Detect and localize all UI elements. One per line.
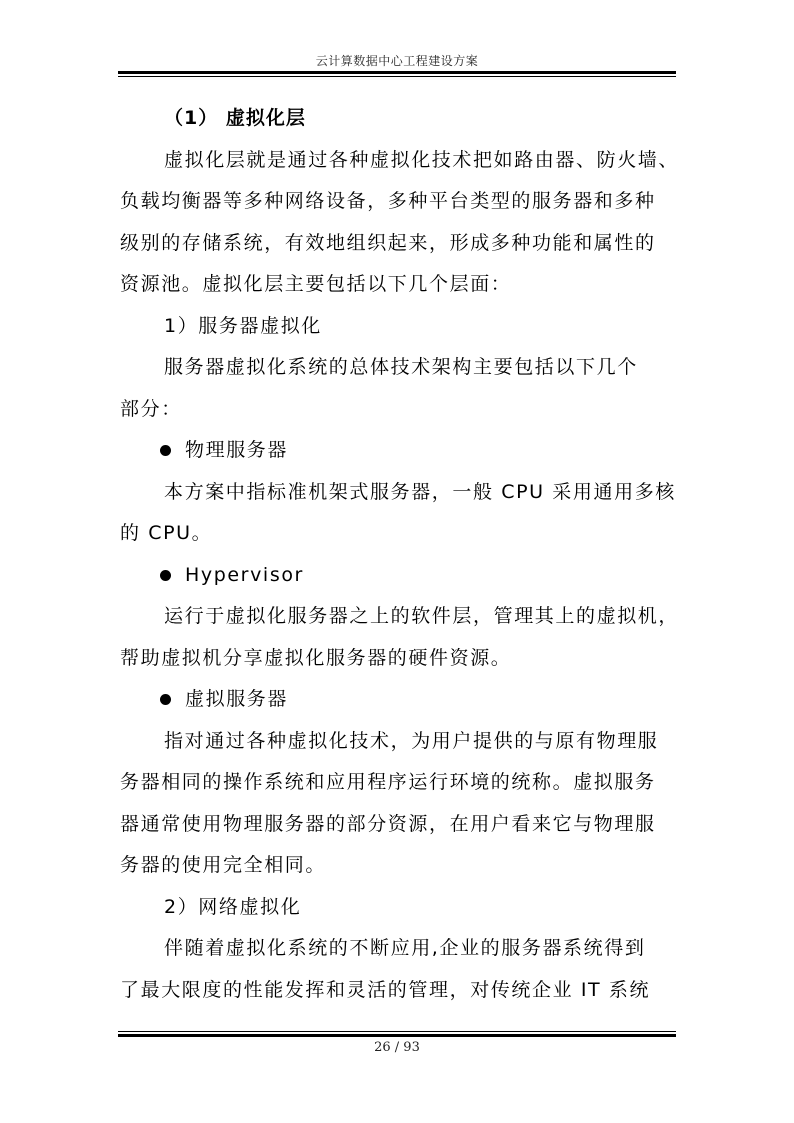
document-body (120, 98, 682, 1011)
bullet-label: 物理服务器 (185, 439, 289, 461)
page-header-title: 云计算数据中心工程建设方案 (315, 54, 479, 68)
bullet-label: Hypervisor (185, 563, 304, 586)
bullet-text: 指对通过各种虚拟化技术，为用户提供的与原有物理服 (164, 729, 659, 752)
server-virtualization-heading: 1）服务器虚拟化 (164, 314, 322, 337)
server-virtualization-desc: 服务器虚拟化系统的总体技术架构主要包括以下几个 (164, 356, 638, 378)
footer-rule-thick (118, 1034, 676, 1037)
intro-line: 资源池。虚拟化层主要包括以下几个层面： (120, 273, 512, 295)
bullet-text: 务器的使用完全相同。 (120, 854, 327, 876)
bullet-dot-icon (160, 445, 171, 456)
bullet-text: 器通常使用物理服务器的部分资源，在用户看来它与物理服 (120, 812, 656, 835)
page-number: 26 / 93 (374, 1040, 420, 1055)
bullet-text: 运行于虚拟化服务器之上的软件层，管理其上的虚拟机， (164, 605, 680, 627)
footer-rule-thin (118, 1031, 676, 1032)
bullet-label: 虚拟服务器 (185, 688, 289, 710)
bullet-text: 务器相同的操作系统和应用程序运行环境的统称。虚拟服务 (120, 771, 656, 793)
bullet-item-physical-server (120, 430, 682, 472)
bullet-dot-icon (160, 694, 171, 705)
bullet-item-virtual-server (120, 679, 682, 721)
bullet-item-hypervisor (120, 555, 682, 597)
bullet-text: 帮助虚拟机分享虚拟化服务器的硬件资源。 (120, 646, 512, 669)
intro-line: 虚拟化层就是通过各种虚拟化技术把如路由器、防火墙、 (164, 148, 680, 171)
network-virtualization-desc: 了最大限度的性能发挥和灵活的管理，对传统企业 IT 系统 (120, 978, 651, 1001)
header-rule-thin (118, 76, 676, 77)
network-virtualization-heading: 2）网络虚拟化 (164, 895, 302, 918)
intro-line: 级别的存储系统，有效地组织起来，形成多种功能和属性的 (120, 231, 656, 254)
bullet-dot-icon (160, 570, 171, 581)
bullet-text: 本方案中指标准机架式服务器，一般 CPU 采用通用多核 (164, 480, 676, 503)
header-rule-thick (118, 71, 676, 74)
section-title: （1） 虚拟化层 (164, 107, 306, 129)
server-virtualization-desc: 部分： (120, 397, 182, 420)
bullet-text: 的 CPU。 (120, 522, 213, 544)
network-virtualization-desc: 伴随着虚拟化系统的不断应用,企业的服务器系统得到 (164, 937, 646, 959)
intro-line: 负载均衡器等多种网络设备，多种平台类型的服务器和多种 (120, 190, 656, 212)
